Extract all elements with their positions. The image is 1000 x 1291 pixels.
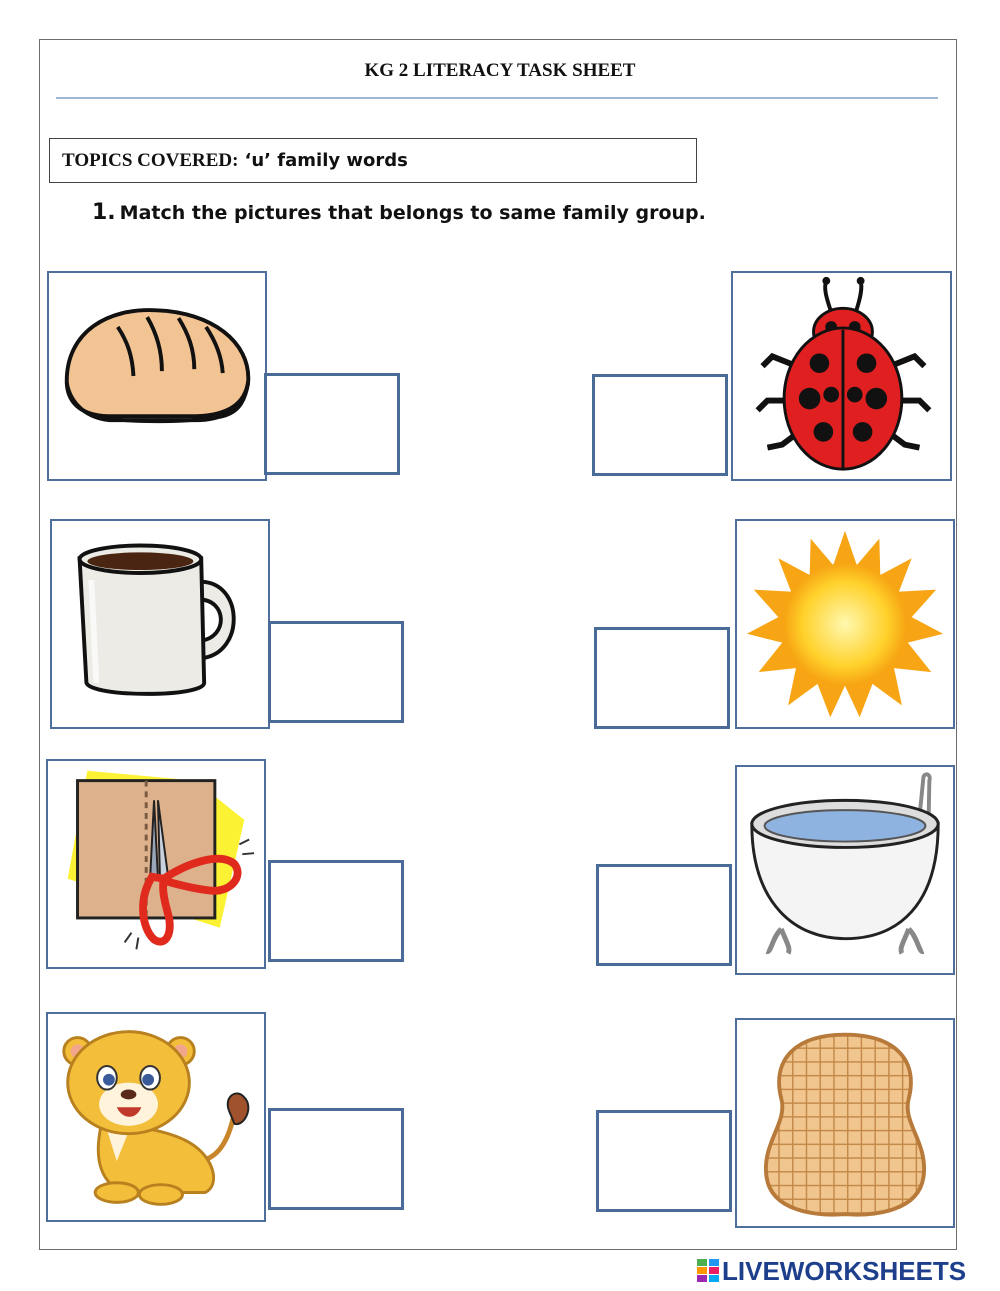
answer-box-left-4[interactable]: [268, 1108, 404, 1210]
ladybug-icon: [733, 273, 950, 479]
question-number: 1.: [92, 200, 116, 225]
title-divider: [56, 97, 938, 99]
answer-box-right-1[interactable]: [592, 374, 728, 476]
topics-box: [49, 138, 697, 183]
liveworksheets-icon: [697, 1259, 719, 1283]
answer-box-left-1[interactable]: [264, 373, 400, 475]
bun-icon: [49, 273, 265, 479]
picture-card-tub: [735, 765, 955, 975]
mug-icon: [52, 521, 268, 727]
picture-card-sun: [735, 519, 955, 729]
page-title: KG 2 LITERACY TASK SHEET: [364, 60, 636, 81]
topics-value: ‘u’ family words: [244, 150, 408, 171]
picture-card-ladybug: [731, 271, 952, 481]
sun-icon: [737, 521, 953, 727]
answer-box-right-2[interactable]: [594, 627, 730, 729]
picture-card-lion: [46, 1012, 266, 1222]
answer-box-left-2[interactable]: [268, 621, 404, 723]
brand-name: LIVEWORKSHEETS: [722, 1255, 967, 1286]
picture-card-mug: [50, 519, 270, 729]
answer-box-right-3[interactable]: [596, 864, 732, 966]
answer-box-right-4[interactable]: [596, 1110, 732, 1212]
picture-card-peanut: [735, 1018, 955, 1228]
question-text: Match the pictures that belongs to same family group.: [119, 202, 706, 224]
liveworksheets-logo: [697, 1256, 966, 1286]
bathtub-icon: [737, 767, 953, 973]
peanut-icon: [737, 1020, 953, 1226]
scissors-cutting-paper-icon: [48, 761, 264, 967]
lion-cub-icon: [48, 1014, 264, 1220]
picture-card-cut: [46, 759, 266, 969]
topics-label: TOPICS COVERED:: [62, 150, 239, 171]
question-instruction: [92, 200, 706, 225]
answer-box-left-3[interactable]: [268, 860, 404, 962]
picture-card-bun: [47, 271, 267, 481]
